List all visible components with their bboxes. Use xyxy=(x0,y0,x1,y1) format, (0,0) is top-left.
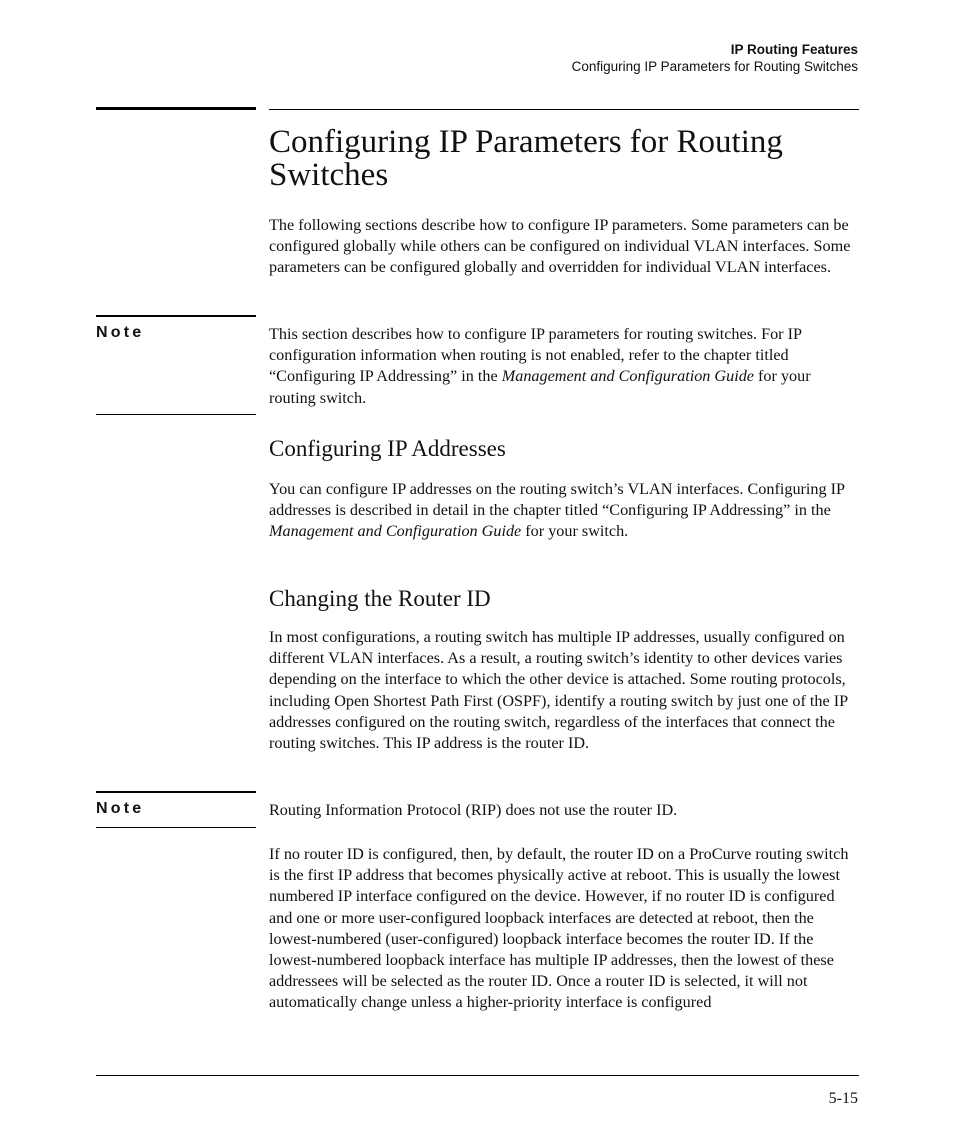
left-margin-rule-top xyxy=(96,107,256,110)
content-rule-top xyxy=(269,109,859,110)
running-header-chapter: IP Routing Features xyxy=(730,42,858,57)
section-heading-router-id: Changing the Router ID xyxy=(269,586,491,611)
note1-guide-title: Management and Configuration Guide xyxy=(501,367,754,386)
closing-paragraph: If no router ID is configured, then, by default, the router ID on a ProCurve routing switch is the first IP address that becomes physically active at reboot. This is usually the lowest numbered IP interface configured on the device. However, if no router ID is configured and one or more user-configured loopback interfaces are detected at reboot, then the lowest-numbered (user-configured) loopback interface becomes the router ID. If the lowest-numbered loopback interface has multiple IP addresses, then the lowest of these addressees will be selected as the router ID. Once a router ID is selected, it will not automatically change unless a higher-priority interface is configured xyxy=(269,845,849,1012)
section-ip-paragraph: You can configure IP addresses on the routing switch’s VLAN interfaces. Configuring IP addresses is described in detail in the chapter titled “Configuring IP Addressing” in the Management and Configuration Guide for your switch. xyxy=(269,480,845,541)
footer-rule xyxy=(96,1075,859,1076)
note2-rule-bottom xyxy=(96,827,256,828)
note1-label: Note xyxy=(96,324,145,341)
note2-text: Routing Information Protocol (RIP) does not use the router ID. xyxy=(269,801,678,819)
section-heading-ip-addresses: Configuring IP Addresses xyxy=(269,436,506,461)
note1-text: This section describes how to configure IP parameters for routing switches. For IP configuration information when routing is not enabled, refer to the chapter titled “Configuring IP Addressing” in the Management and Configuration Guide for your routing switch. xyxy=(269,325,811,407)
intro-paragraph: The following sections describe how to configure IP parameters. Some parameters can be configured globally while others can be configured on individual VLAN interfaces. Some parameters can be configured globally and overridden for individual VLAN interfaces. xyxy=(269,216,851,277)
note1-rule-bottom xyxy=(96,414,256,415)
note2-label: Note xyxy=(96,800,145,817)
page-number: 5-15 xyxy=(828,1090,858,1107)
page-title: Configuring IP Parameters for Routing Switches xyxy=(269,124,783,193)
running-header-section: Configuring IP Parameters for Routing Switches xyxy=(571,59,858,74)
section-ip-guide-title: Management and Configuration Guide xyxy=(269,522,522,541)
note1-rule-top xyxy=(96,315,256,317)
note2-rule-top xyxy=(96,791,256,793)
section-router-paragraph: In most configurations, a routing switch has multiple IP addresses, usually configured on different VLAN interfaces. As a result, a routing switch’s identity to other devices varies depending on the interface to which the other device is attached. Some routing protocols, including Open Shortest Path First (OSPF), identify a routing switch by just one of the IP addresses configured on the routing switch, regardless of the interfaces that connect the routing switches. This IP address is the router ID. xyxy=(269,628,848,753)
